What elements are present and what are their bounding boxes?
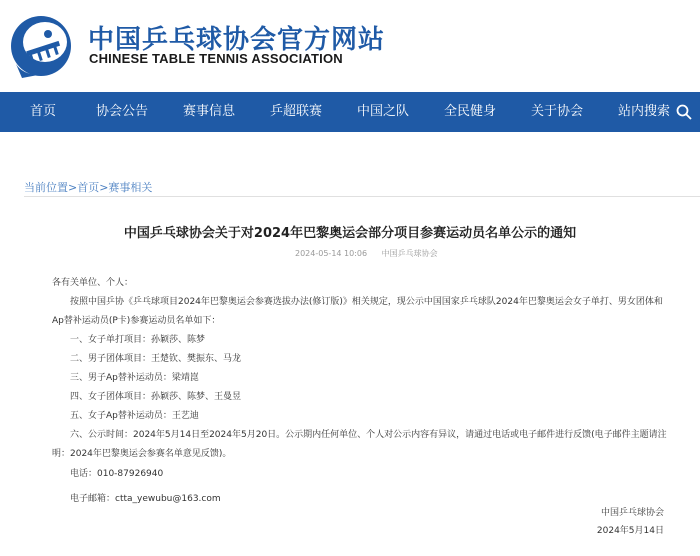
site-name-en: CHINESE TABLE TENNIS ASSOCIATION xyxy=(89,51,343,66)
nav-item-announcements[interactable]: 协会公告 xyxy=(96,104,149,119)
nav-item-super-league[interactable]: 乒超联赛 xyxy=(270,104,323,119)
signature: 中国乒乓球协会 xyxy=(600,508,664,518)
nav-item-about[interactable]: 关于协会 xyxy=(531,104,584,119)
publicity-period-line-1: 六、公示时间：2024年5月14日至2024年5月20日。公示期内任何单位、个人对公示内容有异议，请通过电话或电子邮件进行反馈(电子邮件主题请注 xyxy=(70,430,667,440)
article-source: 中国乒乓球协会 xyxy=(381,249,438,258)
list-item: 一、女子单打项目：孙颖莎、陈梦 xyxy=(70,335,206,345)
contact-email[interactable]: 电子邮箱：ctta_yewubu@163.com xyxy=(70,494,221,504)
article-date: 2024-05-14 10:06 xyxy=(295,249,368,258)
ctta-logo-icon[interactable] xyxy=(8,12,78,78)
contact-phone: 电话：010-87926940 xyxy=(70,469,164,479)
intro-line-1: 按照中国乒协《乒乓球项目2024年巴黎奥运会参赛选拔办法(修订版)》相关规定，现公示中国国家乒乓球队2024年巴黎奥运会女子单打、男女团体和 xyxy=(70,297,663,307)
article-meta xyxy=(295,248,450,259)
list-item: 四、女子团体项目：孙颖莎、陈梦、王曼昱 xyxy=(70,392,242,402)
main-nav xyxy=(0,92,700,132)
sign-date: 2024年5月14日 xyxy=(596,526,664,536)
site-header xyxy=(0,0,700,92)
search-icon[interactable] xyxy=(676,104,692,120)
list-item: 三、男子Ap替补运动员：梁靖崑 xyxy=(70,373,199,383)
list-item: 二、男子团体项目：王楚钦、樊振东、马龙 xyxy=(70,354,242,364)
salutation: 各有关单位、个人： xyxy=(52,278,134,288)
nav-item-events[interactable]: 赛事信息 xyxy=(183,104,236,119)
breadcrumb-divider xyxy=(24,196,700,197)
article-title: 中国乒乓球协会关于对2024年巴黎奥运会部分项目参赛运动员名单公示的通知 xyxy=(123,226,577,241)
nav-item-fitness[interactable]: 全民健身 xyxy=(444,104,497,119)
nav-item-home[interactable]: 首页 xyxy=(30,104,57,119)
publicity-period-line-2: 明：2024年巴黎奥运会参赛名单意见反馈)。 xyxy=(52,449,232,459)
nav-item-site-search[interactable]: 站内搜索 xyxy=(618,104,671,119)
nav-item-china-team[interactable]: 中国之队 xyxy=(357,104,410,119)
intro-line-2: Ap替补运动员(P卡)参赛运动员名单如下： xyxy=(52,316,221,326)
article-body xyxy=(52,274,682,509)
breadcrumb[interactable]: 当前位置>首页>赛事相关 xyxy=(24,181,153,194)
site-name-cn: 中国乒乓球协会官方网站 xyxy=(88,25,386,55)
list-item: 五、女子Ap替补运动员：王艺迪 xyxy=(70,411,199,421)
